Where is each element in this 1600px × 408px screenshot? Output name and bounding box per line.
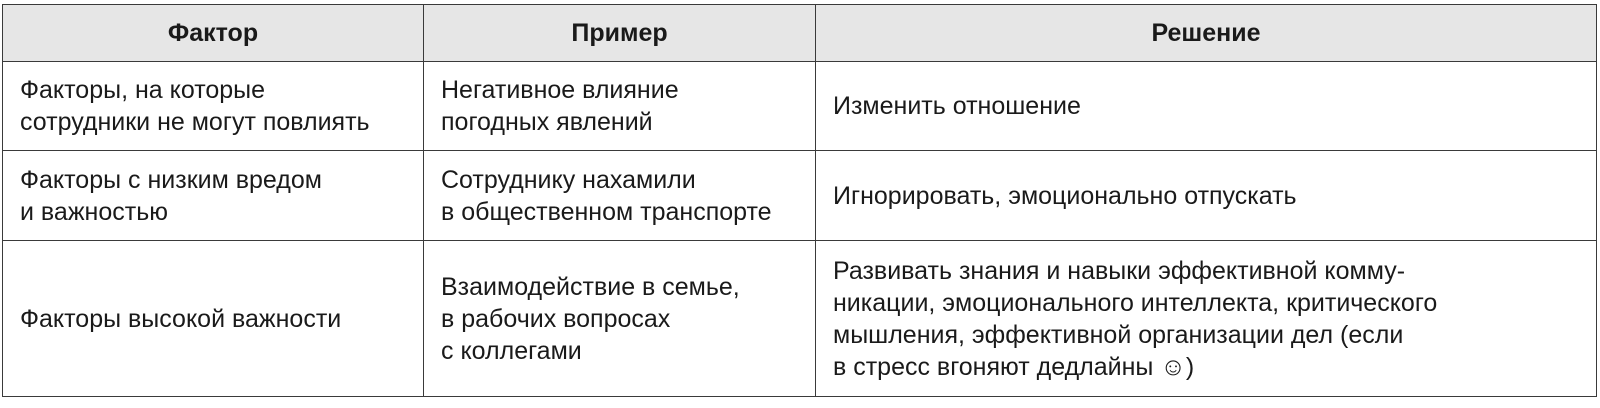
factor-text: Факторы, на которые сотрудники не могут повлиять bbox=[20, 76, 370, 136]
stress-factors-table bbox=[2, 4, 1597, 397]
example-cell bbox=[424, 151, 816, 241]
solution-cell bbox=[816, 62, 1597, 151]
solution-cell bbox=[816, 151, 1597, 241]
example-text: Взаимодействие в семье, в рабочих вопросах с коллегами bbox=[441, 272, 740, 365]
header-factor: Фактор bbox=[3, 5, 424, 62]
factor-cell bbox=[3, 62, 424, 151]
table-row bbox=[3, 241, 1597, 397]
example-cell bbox=[424, 241, 816, 397]
factor-cell bbox=[3, 241, 424, 397]
factor-text: Факторы с низким вредом и важностью bbox=[20, 165, 322, 226]
solution-text: Изменить отношение bbox=[833, 92, 1081, 120]
table-row bbox=[3, 151, 1597, 241]
header-example: Пример bbox=[424, 5, 816, 62]
solution-text: Развивать знания и навыки эффективной комму- никации, эмоционального интеллекта, критического мышления, эффективной организации дел (если в стресс вгоняют дедлайны ☺) bbox=[833, 256, 1438, 381]
header-solution: Решение bbox=[816, 5, 1597, 62]
table-row bbox=[3, 62, 1597, 151]
example-text: Негативное влияние погодных явлений bbox=[441, 76, 679, 136]
solution-text: Игнорировать, эмоционально отпускать bbox=[833, 181, 1297, 210]
factor-cell bbox=[3, 151, 424, 241]
example-cell bbox=[424, 62, 816, 151]
example-text: Сотруднику нахамили в общественном транспорте bbox=[441, 165, 772, 226]
factor-text: Факторы высокой важности bbox=[20, 304, 342, 333]
solution-cell bbox=[816, 241, 1597, 397]
table-header-row bbox=[3, 5, 1597, 62]
